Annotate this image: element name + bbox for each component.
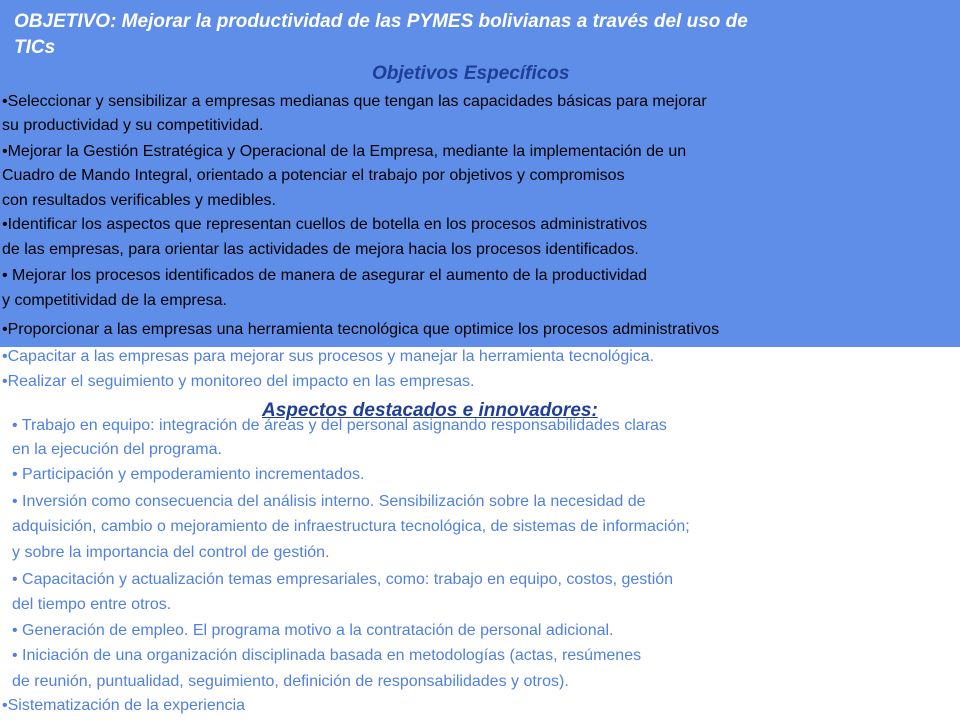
highlight-line: • Participación y empoderamiento incrementados.	[12, 466, 365, 483]
specific-objective-line: y competitividad de la empresa.	[2, 292, 227, 309]
specific-objective-line: •Realizar el seguimiento y monitoreo del impacto en las empresas.	[2, 373, 475, 390]
highlight-line: y sobre la importancia del control de gestión.	[12, 544, 330, 561]
specific-objective-line: •Capacitar a las empresas para mejorar sus procesos y manejar la herramienta tecnológica.	[2, 348, 655, 365]
specific-objective-line: •Identificar los aspectos que representan cuellos de botella en los procesos administrativos	[2, 216, 648, 233]
highlight-line: adquisición, cambio o mejoramiento de infraestructura tecnológica, de sistemas de información;	[12, 518, 690, 535]
specific-objectives-heading: Objetivos Específicos	[372, 63, 570, 84]
highlight-line: •Sistematización de la experiencia	[2, 697, 246, 714]
specific-objective-line: •Seleccionar y sensibilizar a empresas medianas que tengan las capacidades básicas para mejorar	[2, 93, 707, 110]
objective-title-line2: TICs	[14, 37, 56, 58]
specific-objective-line: • Mejorar los procesos identificados de manera de asegurar el aumento de la productividad	[2, 267, 648, 284]
highlight-line: de reunión, puntualidad, seguimiento, definición de responsabilidades y otros).	[12, 673, 569, 690]
highlights-heading: Aspectos destacados e innovadores:	[262, 400, 598, 421]
specific-objective-line: su productividad y su competitividad.	[2, 117, 264, 134]
highlight-line: del tiempo entre otros.	[12, 596, 172, 613]
specific-objective-line: Cuadro de Mando Integral, orientado a potenciar el trabajo por objetivos y compromisos	[2, 167, 625, 184]
objective-title-line1: OBJETIVO: Mejorar la productividad de las PYMES bolivianas a través del uso de	[14, 11, 748, 32]
highlight-line: • Inversión como consecuencia del análisis interno. Sensibilización sobre la necesidad de	[12, 493, 646, 510]
highlight-line: en la ejecución del programa.	[12, 441, 222, 458]
highlight-line: • Generación de empleo. El programa motivo a la contratación de personal adicional.	[12, 622, 614, 639]
specific-objective-line: con resultados verificables y medibles.	[2, 192, 276, 209]
highlight-line: • Iniciación de una organización disciplinada basada en metodologías (actas, resúmenes	[12, 647, 642, 664]
highlight-line: • Capacitación y actualización temas empresariales, como: trabajo en equipo, costos, gestión	[12, 571, 674, 588]
highlight-line: • Trabajo en equipo: integración de áreas y del personal asignando responsabilidades claras	[12, 417, 667, 434]
specific-objective-line: de las empresas, para orientar las actividades de mejora hacia los procesos identificados.	[2, 241, 639, 258]
specific-objective-line: •Mejorar la Gestión Estratégica y Operacional de la Empresa, mediante la implementación de un	[2, 143, 687, 160]
specific-objective-line: •Proporcionar a las empresas una herramienta tecnológica que optimice los procesos administrativos	[2, 321, 720, 338]
